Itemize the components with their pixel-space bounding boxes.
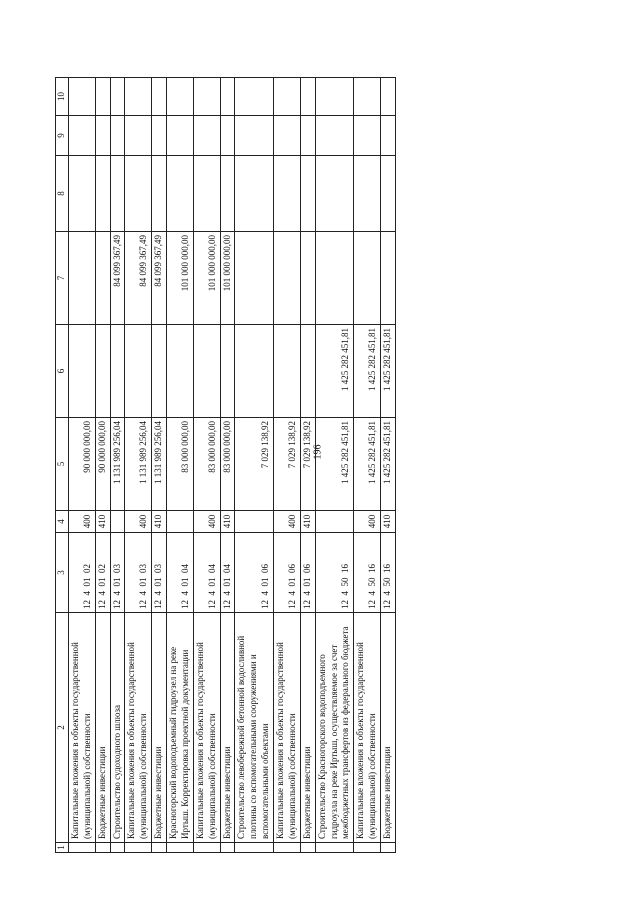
- amount-col10-cell: [354, 78, 381, 116]
- budget-code-cell: 12 4 01 02: [68, 533, 95, 613]
- item-name-cell: Красногорский водоподъемный гидроузел на реке Иртыш. Корректировка проектной документации: [167, 613, 194, 843]
- amount-col9-cell: [315, 116, 354, 156]
- row-index-cell: [193, 843, 220, 853]
- budget-code-cell: 12 4 01 03: [152, 533, 167, 613]
- amount-col6-cell: [300, 325, 315, 418]
- amount-col6-cell: [235, 325, 274, 418]
- amount-col8-cell: [235, 156, 274, 232]
- amount-col10-cell: [95, 78, 110, 116]
- amount-col8-cell: [300, 156, 315, 232]
- table-row: [110, 78, 125, 853]
- expense-type-cell: 400: [125, 511, 152, 533]
- amount-col8-cell: [167, 156, 194, 232]
- amount-col5-cell: 1 131 989 256,04: [110, 418, 125, 511]
- row-index-cell: [235, 843, 274, 853]
- amount-col7-cell: [315, 232, 354, 325]
- amount-col6-cell: [193, 325, 220, 418]
- expense-type-cell: [315, 511, 354, 533]
- row-index-cell: [381, 843, 396, 853]
- amount-col9-cell: [152, 116, 167, 156]
- amount-col7-cell: [235, 232, 274, 325]
- expense-type-cell: 410: [300, 511, 315, 533]
- amount-col7-cell: [68, 232, 95, 325]
- table-row: [315, 78, 354, 853]
- item-name-cell: Бюджетные инвестиции: [381, 613, 396, 843]
- table-body: [68, 78, 395, 853]
- column-header: 10: [56, 78, 69, 116]
- amount-col5-cell: 90 000 000,00: [68, 418, 95, 511]
- amount-col6-cell: 1 425 282 451,81: [354, 325, 381, 418]
- amount-col7-cell: [381, 232, 396, 325]
- amount-col5-cell: 83 000 000,00: [167, 418, 194, 511]
- amount-col8-cell: [110, 156, 125, 232]
- row-index-cell: [274, 843, 301, 853]
- amount-col10-cell: [300, 78, 315, 116]
- budget-table: [55, 77, 396, 853]
- amount-col5-cell: 7 029 138,92: [300, 418, 315, 511]
- column-header: 6: [56, 325, 69, 418]
- expense-type-cell: [235, 511, 274, 533]
- column-header: 2: [56, 613, 69, 843]
- expense-type-cell: 410: [95, 511, 110, 533]
- expense-type-cell: 400: [193, 511, 220, 533]
- table-row: [95, 78, 110, 853]
- amount-col7-cell: 101 000 000,00: [193, 232, 220, 325]
- row-index-cell: [152, 843, 167, 853]
- amount-col8-cell: [220, 156, 235, 232]
- expense-type-cell: 410: [381, 511, 396, 533]
- amount-col9-cell: [110, 116, 125, 156]
- column-header: 5: [56, 418, 69, 511]
- column-header: 8: [56, 156, 69, 232]
- amount-col8-cell: [381, 156, 396, 232]
- amount-col5-cell: 1 131 989 256,04: [152, 418, 167, 511]
- column-header: 4: [56, 511, 69, 533]
- column-header: 7: [56, 232, 69, 325]
- item-name-cell: Строительство левобережной бетонной водосливной плотины со вспомогательными сооружениями и вспомогательными объектами: [235, 613, 274, 843]
- row-index-cell: [220, 843, 235, 853]
- amount-col7-cell: 84 099 367,49: [125, 232, 152, 325]
- amount-col5-cell: 90 000 000,00: [95, 418, 110, 511]
- amount-col5-cell: 1 425 282 451,81: [354, 418, 381, 511]
- amount-col10-cell: [167, 78, 194, 116]
- item-name-cell: Строительство судоходного шлюза: [110, 613, 125, 843]
- table-row: [354, 78, 381, 853]
- amount-col10-cell: [68, 78, 95, 116]
- item-name-cell: Капитальные вложения в объекты государственной (муниципальной) собственности: [354, 613, 381, 843]
- budget-code-cell: 12 4 50 16: [381, 533, 396, 613]
- amount-col6-cell: [110, 325, 125, 418]
- amount-col7-cell: [95, 232, 110, 325]
- row-index-cell: [354, 843, 381, 853]
- amount-col9-cell: [68, 116, 95, 156]
- amount-col9-cell: [125, 116, 152, 156]
- expense-type-cell: 400: [274, 511, 301, 533]
- table-row: [235, 78, 274, 853]
- table-row: [274, 78, 301, 853]
- amount-col7-cell: [300, 232, 315, 325]
- amount-col8-cell: [68, 156, 95, 232]
- amount-col6-cell: [68, 325, 95, 418]
- item-name-cell: Бюджетные инвестиции: [220, 613, 235, 843]
- budget-code-cell: 12 4 01 03: [110, 533, 125, 613]
- item-name-cell: Капитальные вложения в объекты государственной (муниципальной) собственности: [125, 613, 152, 843]
- table-row: [68, 78, 95, 853]
- expense-type-cell: 410: [152, 511, 167, 533]
- amount-col9-cell: [300, 116, 315, 156]
- amount-col7-cell: 84 099 367,49: [152, 232, 167, 325]
- amount-col10-cell: [315, 78, 354, 116]
- amount-col7-cell: 101 000 000,00: [167, 232, 194, 325]
- budget-code-cell: 12 4 01 06: [300, 533, 315, 613]
- rotated-table-container: [55, 78, 525, 853]
- item-name-cell: Капитальные вложения в объекты государственной (муниципальной) собственности: [193, 613, 220, 843]
- budget-code-cell: 12 4 01 06: [235, 533, 274, 613]
- table-row: [125, 78, 152, 853]
- expense-type-cell: 410: [220, 511, 235, 533]
- budget-code-cell: 12 4 01 04: [193, 533, 220, 613]
- amount-col8-cell: [152, 156, 167, 232]
- row-index-cell: [315, 843, 354, 853]
- item-name-cell: Капитальные вложения в объекты государственной (муниципальной) собственности: [274, 613, 301, 843]
- budget-code-cell: 12 4 50 16: [354, 533, 381, 613]
- amount-col9-cell: [381, 116, 396, 156]
- amount-col7-cell: 84 099 367,49: [110, 232, 125, 325]
- item-name-cell: Бюджетные инвестиции: [152, 613, 167, 843]
- amount-col10-cell: [125, 78, 152, 116]
- expense-type-cell: 400: [68, 511, 95, 533]
- item-name-cell: Строительство Красногорского водоподъемного гидроузла на реке Иртыш, осуществляемое за счет межбюджетных трансфертов из федерального бюджета: [315, 613, 354, 843]
- amount-col6-cell: [95, 325, 110, 418]
- amount-col9-cell: [274, 116, 301, 156]
- table-row: [381, 78, 396, 853]
- amount-col9-cell: [95, 116, 110, 156]
- expense-type-cell: [110, 511, 125, 533]
- amount-col6-cell: 1 425 282 451,81: [315, 325, 354, 418]
- expense-type-cell: 400: [354, 511, 381, 533]
- amount-col10-cell: [152, 78, 167, 116]
- table-row: [152, 78, 167, 853]
- amount-col10-cell: [381, 78, 396, 116]
- amount-col8-cell: [95, 156, 110, 232]
- item-name-cell: Капитальные вложения в объекты государственной (муниципальной) собственности: [68, 613, 95, 843]
- amount-col6-cell: [152, 325, 167, 418]
- row-index-cell: [68, 843, 95, 853]
- budget-code-cell: 12 4 01 04: [167, 533, 194, 613]
- item-name-cell: Бюджетные инвестиции: [300, 613, 315, 843]
- amount-col8-cell: [125, 156, 152, 232]
- amount-col8-cell: [315, 156, 354, 232]
- column-header: 9: [56, 116, 69, 156]
- amount-col9-cell: [354, 116, 381, 156]
- amount-col5-cell: 1 425 282 451,81: [315, 418, 354, 511]
- amount-col5-cell: 1 425 282 451,81: [381, 418, 396, 511]
- amount-col5-cell: 83 000 000,00: [193, 418, 220, 511]
- table-row: [300, 78, 315, 853]
- amount-col10-cell: [193, 78, 220, 116]
- amount-col7-cell: [274, 232, 301, 325]
- row-index-cell: [95, 843, 110, 853]
- page-number: 196: [312, 444, 324, 460]
- column-header: 1: [56, 843, 69, 853]
- row-index-cell: [300, 843, 315, 853]
- expense-type-cell: [167, 511, 194, 533]
- amount-col8-cell: [274, 156, 301, 232]
- amount-col10-cell: [220, 78, 235, 116]
- table-row: [193, 78, 220, 853]
- amount-col8-cell: [354, 156, 381, 232]
- amount-col7-cell: 101 000 000,00: [220, 232, 235, 325]
- row-index-cell: [125, 843, 152, 853]
- table-header-row: [56, 78, 69, 853]
- amount-col7-cell: [354, 232, 381, 325]
- amount-col5-cell: 83 000 000,00: [220, 418, 235, 511]
- amount-col9-cell: [220, 116, 235, 156]
- budget-code-cell: 12 4 01 02: [95, 533, 110, 613]
- amount-col10-cell: [110, 78, 125, 116]
- budget-code-cell: 12 4 01 06: [274, 533, 301, 613]
- table-row: [167, 78, 194, 853]
- item-name-cell: Бюджетные инвестиции: [95, 613, 110, 843]
- amount-col6-cell: [220, 325, 235, 418]
- row-index-cell: [167, 843, 194, 853]
- column-header: 3: [56, 533, 69, 613]
- amount-col5-cell: 7 029 138,92: [235, 418, 274, 511]
- amount-col9-cell: [193, 116, 220, 156]
- amount-col6-cell: [167, 325, 194, 418]
- amount-col10-cell: [235, 78, 274, 116]
- table-row: [220, 78, 235, 853]
- amount-col9-cell: [235, 116, 274, 156]
- amount-col6-cell: [125, 325, 152, 418]
- amount-col5-cell: 1 131 989 256,04: [125, 418, 152, 511]
- budget-code-cell: 12 4 50 16: [315, 533, 354, 613]
- amount-col9-cell: [167, 116, 194, 156]
- budget-code-cell: 12 4 01 03: [125, 533, 152, 613]
- budget-code-cell: 12 4 01 04: [220, 533, 235, 613]
- amount-col8-cell: [193, 156, 220, 232]
- amount-col5-cell: 7 029 138,92: [274, 418, 301, 511]
- row-index-cell: [110, 843, 125, 853]
- amount-col10-cell: [274, 78, 301, 116]
- amount-col6-cell: 1 425 282 451,81: [381, 325, 396, 418]
- amount-col6-cell: [274, 325, 301, 418]
